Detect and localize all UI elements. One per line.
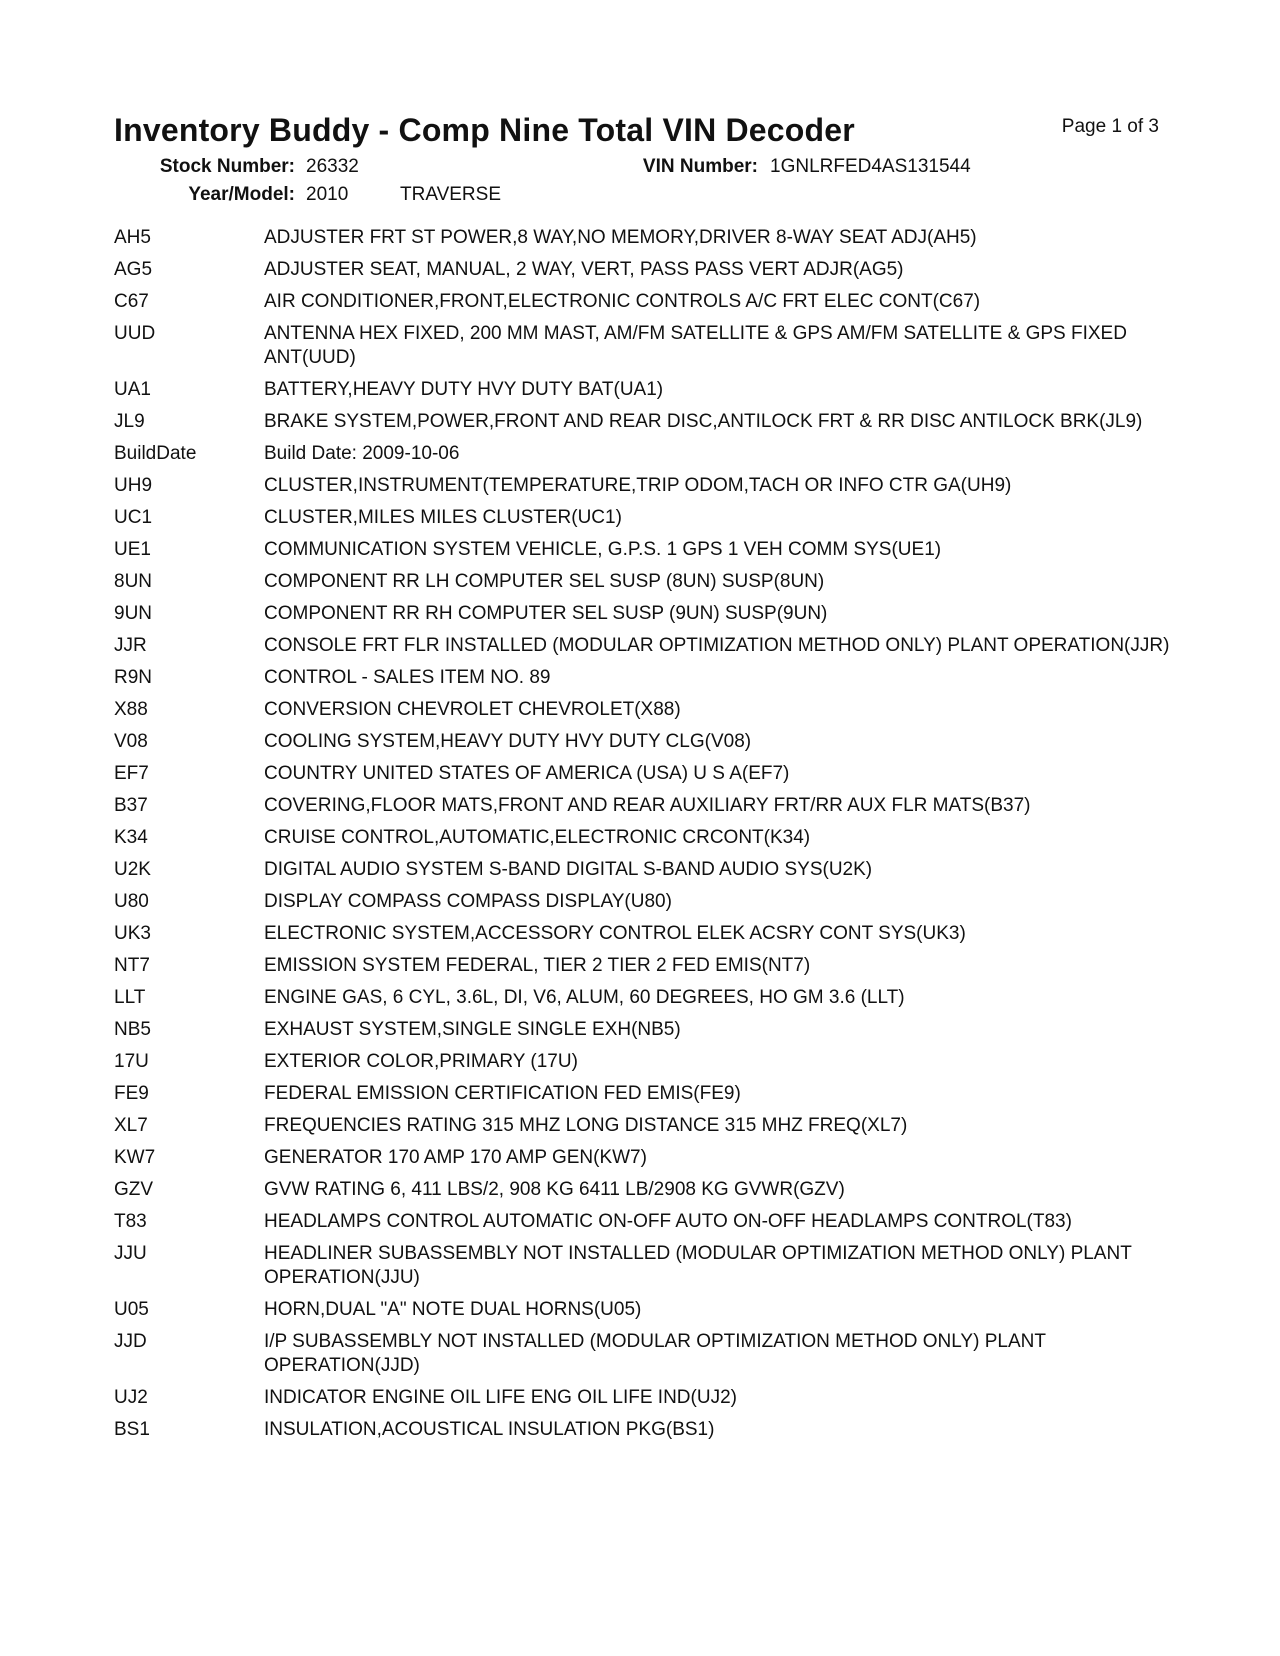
option-row: [114, 1082, 1174, 1106]
option-code: 17U: [114, 1051, 149, 1072]
option-description: ANTENNA HEX FIXED, 200 MM MAST, AM/FM SATELLITE & GPS AM/FM SATELLITE & GPS FIXED ANT(UUD): [264, 323, 1127, 368]
option-row: [114, 794, 1174, 818]
option-code: JJU: [114, 1243, 147, 1264]
option-description: ENGINE GAS, 6 CYL, 3.6L, DI, V6, ALUM, 60 DEGREES, HO GM 3.6 (LLT): [264, 987, 905, 1008]
option-code: FE9: [114, 1083, 149, 1104]
option-row: [114, 442, 1174, 466]
page-number: Page 1 of 3: [1061, 116, 1159, 137]
option-code: UJ2: [114, 1387, 148, 1408]
option-row: [114, 730, 1174, 754]
option-code: EF7: [114, 763, 149, 784]
option-row: [114, 954, 1174, 978]
option-code: AG5: [114, 259, 153, 280]
option-description: ADJUSTER SEAT, MANUAL, 2 WAY, VERT, PASS PASS VERT ADJR(AG5): [264, 259, 904, 280]
option-description: COOLING SYSTEM,HEAVY DUTY HVY DUTY CLG(V08): [264, 731, 752, 752]
stock-number-value: 26332: [306, 156, 359, 177]
option-description: EMISSION SYSTEM FEDERAL, TIER 2 TIER 2 FED EMIS(NT7): [264, 955, 811, 976]
option-description: HEADLINER SUBASSEMBLY NOT INSTALLED (MODULAR OPTIMIZATION METHOD ONLY) PLANT OPERATION(JJU): [264, 1243, 1132, 1288]
option-row: [114, 922, 1174, 946]
option-row: [114, 762, 1174, 786]
option-description: COMPONENT RR LH COMPUTER SEL SUSP (8UN) SUSP(8UN): [264, 571, 825, 592]
option-code: R9N: [114, 667, 153, 688]
option-row: [114, 634, 1174, 658]
option-code: JL9: [114, 411, 145, 432]
option-row: [114, 378, 1174, 402]
vin-number-label: VIN Number:: [642, 156, 758, 177]
vin-number-value: 1GNLRFED4AS131544: [770, 156, 971, 177]
option-code: 8UN: [114, 571, 153, 592]
option-code: C67: [114, 291, 149, 312]
option-description: HORN,DUAL "A" NOTE DUAL HORNS(U05): [264, 1299, 642, 1320]
option-code: U05: [114, 1299, 149, 1320]
option-row: [114, 290, 1174, 314]
option-description: ADJUSTER FRT ST POWER,8 WAY,NO MEMORY,DRIVER 8-WAY SEAT ADJ(AH5): [264, 227, 977, 248]
option-code: B37: [114, 795, 148, 816]
option-row: [114, 1210, 1174, 1234]
option-code: UA1: [114, 379, 151, 400]
option-description: CLUSTER,MILES MILES CLUSTER(UC1): [264, 507, 622, 528]
option-row: [114, 890, 1174, 914]
option-row: [114, 602, 1174, 626]
option-code: NT7: [114, 955, 150, 976]
option-code: T83: [114, 1211, 147, 1232]
option-description: COVERING,FLOOR MATS,FRONT AND REAR AUXILIARY FRT/RR AUX FLR MATS(B37): [264, 795, 1031, 816]
document-title: Inventory Buddy - Comp Nine Total VIN Decoder: [114, 112, 855, 148]
model-value: TRAVERSE: [400, 184, 502, 205]
option-code: UE1: [114, 539, 151, 560]
option-code: AH5: [114, 227, 151, 248]
option-description: INDICATOR ENGINE OIL LIFE ENG OIL LIFE IND(UJ2): [264, 1387, 737, 1408]
option-code: K34: [114, 827, 148, 848]
option-code: X88: [114, 699, 148, 720]
option-row: [114, 322, 1174, 370]
option-row: [114, 538, 1174, 562]
option-description: EXHAUST SYSTEM,SINGLE SINGLE EXH(NB5): [264, 1019, 681, 1040]
option-description: HEADLAMPS CONTROL AUTOMATIC ON-OFF AUTO ON-OFF HEADLAMPS CONTROL(T83): [264, 1211, 1072, 1232]
option-description: ELECTRONIC SYSTEM,ACCESSORY CONTROL ELEK ACSRY CONT SYS(UK3): [264, 923, 966, 944]
option-description: FEDERAL EMISSION CERTIFICATION FED EMIS(FE9): [264, 1083, 741, 1104]
option-description: CRUISE CONTROL,AUTOMATIC,ELECTRONIC CRCONT(K34): [264, 827, 811, 848]
option-row: [114, 1018, 1174, 1042]
option-code: XL7: [114, 1115, 148, 1136]
stock-number-label: Stock Number:: [159, 156, 295, 177]
option-description: I/P SUBASSEMBLY NOT INSTALLED (MODULAR OPTIMIZATION METHOD ONLY) PLANT OPERATION(JJD): [264, 1331, 1046, 1376]
option-description: BRAKE SYSTEM,POWER,FRONT AND REAR DISC,ANTILOCK FRT & RR DISC ANTILOCK BRK(JL9): [264, 411, 1143, 432]
option-code: JJD: [114, 1331, 147, 1352]
option-row: [114, 570, 1174, 594]
option-row: [114, 1114, 1174, 1138]
option-code: LLT: [114, 987, 146, 1008]
option-code: JJR: [114, 635, 147, 656]
option-description: AIR CONDITIONER,FRONT,ELECTRONIC CONTROLS A/C FRT ELEC CONT(C67): [264, 291, 981, 312]
option-code: UK3: [114, 923, 151, 944]
option-description: CONTROL - SALES ITEM NO. 89: [264, 667, 551, 688]
option-description: CLUSTER,INSTRUMENT(TEMPERATURE,TRIP ODOM,TACH OR INFO CTR GA(UH9): [264, 475, 1012, 496]
option-code: UH9: [114, 475, 153, 496]
option-row: [114, 506, 1174, 530]
option-code-list: [114, 226, 1174, 1450]
option-description: CONVERSION CHEVROLET CHEVROLET(X88): [264, 699, 681, 720]
option-row: [114, 1146, 1174, 1170]
option-row: [114, 986, 1174, 1010]
option-code: BuildDate: [114, 443, 197, 464]
option-row: [114, 1242, 1174, 1290]
option-row: [114, 666, 1174, 690]
option-row: [114, 1050, 1174, 1074]
option-description: DISPLAY COMPASS COMPASS DISPLAY(U80): [264, 891, 672, 912]
option-row: [114, 858, 1174, 882]
option-description: EXTERIOR COLOR,PRIMARY (17U): [264, 1051, 578, 1072]
option-code: NB5: [114, 1019, 151, 1040]
option-row: [114, 826, 1174, 850]
option-row: [114, 1178, 1174, 1202]
option-description: BATTERY,HEAVY DUTY HVY DUTY BAT(UA1): [264, 379, 664, 400]
option-code: GZV: [114, 1179, 154, 1200]
option-code: U2K: [114, 859, 151, 880]
option-code: V08: [114, 731, 148, 752]
option-description: GENERATOR 170 AMP 170 AMP GEN(KW7): [264, 1147, 647, 1168]
option-description: Build Date: 2009-10-06: [264, 443, 460, 464]
option-code: UUD: [114, 323, 156, 344]
option-row: [114, 226, 1174, 250]
option-row: [114, 474, 1174, 498]
option-row: [114, 1386, 1174, 1410]
option-description: COMMUNICATION SYSTEM VEHICLE, G.P.S. 1 GPS 1 VEH COMM SYS(UE1): [264, 539, 942, 560]
option-description: DIGITAL AUDIO SYSTEM S-BAND DIGITAL S-BAND AUDIO SYS(U2K): [264, 859, 873, 880]
option-code: U80: [114, 891, 149, 912]
option-description: FREQUENCIES RATING 315 MHZ LONG DISTANCE 315 MHZ FREQ(XL7): [264, 1115, 908, 1136]
option-description: CONSOLE FRT FLR INSTALLED (MODULAR OPTIMIZATION METHOD ONLY) PLANT OPERATION(JJR): [264, 635, 1170, 656]
option-description: GVW RATING 6, 411 LBS/2, 908 KG 6411 LB/2908 KG GVWR(GZV): [264, 1179, 845, 1200]
option-row: [114, 410, 1174, 434]
option-row: [114, 698, 1174, 722]
option-description: COMPONENT RR RH COMPUTER SEL SUSP (9UN) SUSP(9UN): [264, 603, 828, 624]
option-code: BS1: [114, 1419, 150, 1440]
option-description: INSULATION,ACOUSTICAL INSULATION PKG(BS1): [264, 1419, 715, 1440]
option-row: [114, 1418, 1174, 1442]
option-description: COUNTRY UNITED STATES OF AMERICA (USA) U S A(EF7): [264, 763, 790, 784]
option-row: [114, 1298, 1174, 1322]
option-code: KW7: [114, 1147, 156, 1168]
option-code: UC1: [114, 507, 153, 528]
year-model-label: Year/Model:: [188, 184, 295, 205]
option-row: [114, 1330, 1174, 1378]
option-row: [114, 258, 1174, 282]
year-value: 2010: [306, 184, 349, 205]
option-code: 9UN: [114, 603, 153, 624]
